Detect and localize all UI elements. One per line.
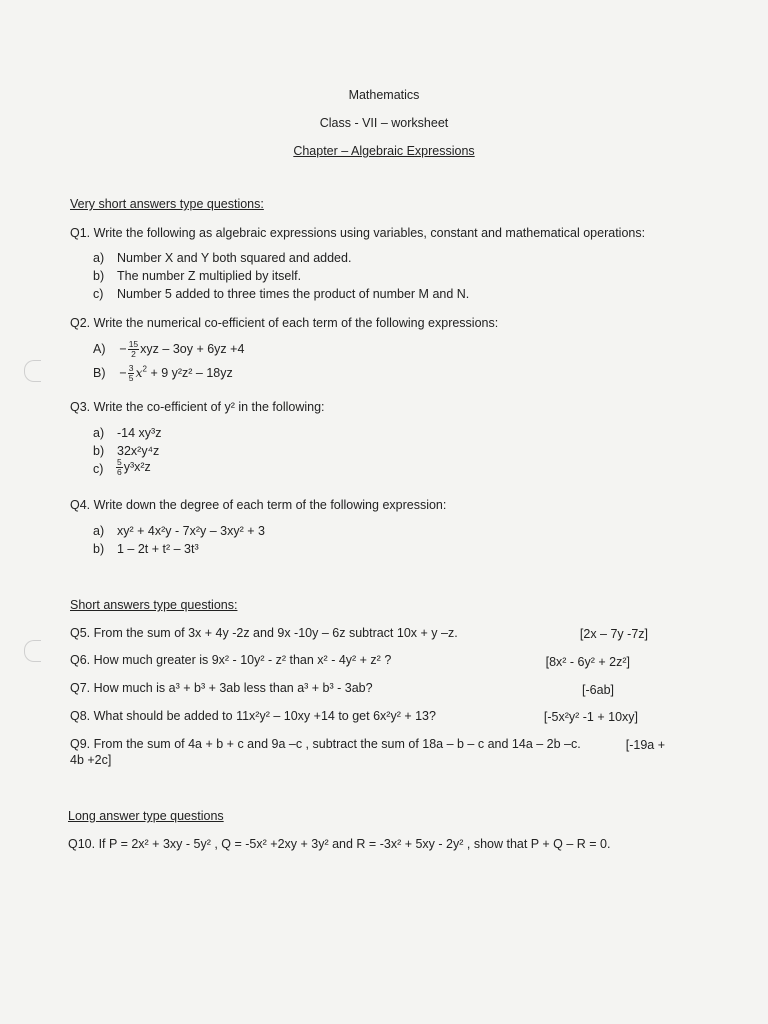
q4-a: xy² + 4x²y - 7x²y – 3xy² + 3 bbox=[117, 524, 265, 538]
answer-5: [2x – 7y -7z] bbox=[579, 627, 648, 641]
question-8: Q8. What should be added to 11x²y² – 10xy +14 to get 6x²y² + 13? bbox=[70, 709, 436, 723]
question-6: Q6. How much greater is 9x² - 10y² - z² than x² - 4y² + z² ? bbox=[70, 653, 392, 667]
q3-c: $\frac{5}{6}$ y³x²z bbox=[117, 457, 151, 477]
question-9: Q9. From the sum of 4a + b + c and 9a –c , subtract the sum of 18a – b – c and 14a – 2b –c. bbox=[70, 737, 581, 751]
answer-6: [8x² - 6y² + 2z²] bbox=[545, 655, 630, 669]
answer-7: [-6ab] bbox=[582, 683, 614, 697]
q2-a-rest: xyz – 3oy + 6yz +4 bbox=[140, 341, 245, 356]
answer-9-part-2: 4b +2c] bbox=[70, 753, 112, 767]
question-7: Q7. How much is a³ + b³ + 3ab less than a³ + b³ - 3ab? bbox=[70, 681, 373, 695]
q1-item-a-label: a) bbox=[93, 251, 105, 265]
question-4: Q4. Write down the degree of each term of the following expression: bbox=[70, 498, 447, 512]
q3-b: 32x²y⁴z bbox=[117, 444, 160, 458]
q2-expression-a: A) − $\frac{15}{2}$ xyz – 3oy + 6yz +4 bbox=[93, 339, 245, 359]
q1-item-b-label: b) bbox=[93, 269, 105, 283]
q3-c-label: c) bbox=[93, 462, 104, 476]
fraction: $\frac{3}{5}$ bbox=[128, 363, 134, 383]
question-1: Q1. Write the following as algebraic expressions using variables, constant and mathematical operations: bbox=[70, 226, 646, 240]
fraction: $\frac{5}{6}$ bbox=[117, 457, 122, 477]
chapter-title: Chapter – Algebraic Expressions bbox=[293, 144, 475, 158]
q2-b-rest: + 9 y²z² – 18yz bbox=[150, 365, 233, 380]
q2-a-label: A) bbox=[93, 341, 106, 356]
class-title: Class - VII – worksheet bbox=[319, 116, 449, 130]
q4-b-label: b) bbox=[93, 542, 105, 556]
q1-item-b: The number Z multiplied by itself. bbox=[117, 269, 302, 283]
question-10: Q10. If P = 2x² + 3xy - 5y² , Q = -5x² +2xy + 3y² and R = -3x² + 5xy - 2y² , show that P + Q – R = 0. bbox=[68, 837, 611, 851]
section-heading-short: Short answers type questions: bbox=[70, 598, 238, 612]
question-5: Q5. From the sum of 3x + 4y -2z and 9x -10y – 6z subtract 10x + y –z. bbox=[70, 626, 458, 640]
section-heading-very-short: Very short answers type questions: bbox=[70, 197, 264, 211]
q1-item-c-label: c) bbox=[93, 287, 104, 301]
question-3: Q3. Write the co-efficient of y² in the following: bbox=[70, 400, 325, 414]
q2-b-label: B) bbox=[93, 365, 106, 380]
q1-item-c: Number 5 added to three times the product of number M and N. bbox=[117, 287, 470, 301]
punch-hole-mark bbox=[24, 360, 41, 382]
section-heading-long: Long answer type questions bbox=[68, 809, 224, 823]
q3-a: -14 xy³z bbox=[117, 426, 162, 440]
q4-b: 1 – 2t + t² – 3t³ bbox=[117, 542, 199, 556]
q4-a-label: a) bbox=[93, 524, 105, 538]
fraction: $\frac{15}{2}$ bbox=[128, 339, 139, 359]
q2-expression-b: B) − $\frac{3}{5}$ $x^2 + 9$ y²z² – 18yz bbox=[93, 363, 233, 383]
q1-item-a: Number X and Y both squared and added. bbox=[117, 251, 352, 265]
punch-hole-mark bbox=[24, 640, 41, 662]
answer-9-part-1: [-19a + bbox=[625, 738, 665, 752]
subject-title: Mathematics bbox=[348, 88, 420, 102]
q3-b-label: b) bbox=[93, 444, 105, 458]
question-2: Q2. Write the numerical co-efficient of each term of the following expressions: bbox=[70, 316, 499, 330]
q3-a-label: a) bbox=[93, 426, 105, 440]
answer-8: [-5x²y² -1 + 10xy] bbox=[543, 710, 638, 724]
